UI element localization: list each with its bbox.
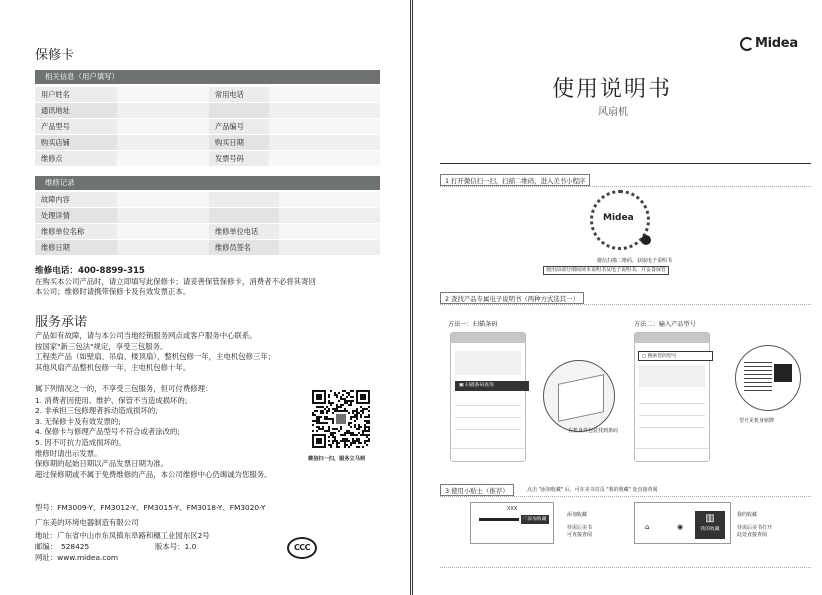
field-value[interactable] xyxy=(117,119,209,135)
field-value[interactable] xyxy=(269,135,380,151)
field-label: 常用电话 xyxy=(209,87,269,103)
table-row xyxy=(35,135,380,151)
method-1: 方法一：扫描条码 xyxy=(448,321,498,328)
field-label: 处理详情 xyxy=(35,208,117,224)
my-favorite-button[interactable] xyxy=(695,511,725,539)
exclusion-lines xyxy=(35,384,272,479)
manual-title: 使用说明书 xyxy=(552,77,673,102)
exclusion-line: 属下列情况之一的，不享受三包服务，但可付费修理： xyxy=(35,384,213,393)
service-line: 产品如有故障，请与本公司当地经销服务网点或客户服务中心联系。 xyxy=(35,331,257,340)
bottom-divider xyxy=(440,567,811,568)
phone-mockup-2 xyxy=(634,332,710,462)
xxx-label: XXX xyxy=(507,506,518,512)
repair-record-table xyxy=(35,192,380,256)
field-label: 维修单位电话 xyxy=(209,224,279,240)
phone-header xyxy=(635,333,709,343)
table-row xyxy=(35,208,380,224)
mini-program-brand: Midea xyxy=(603,213,634,223)
field-label: 维修点 xyxy=(35,151,117,167)
ccc-mark-icon xyxy=(287,537,317,559)
barcode-zoom-circle xyxy=(543,360,615,432)
step-1-caption: 微信扫描二维码，获取电子说明书 xyxy=(597,258,673,264)
method-2: 方法二：输入产品型号 xyxy=(634,321,696,328)
hotline-text-1: 在购买本公司产品时，请立即填写此保修卡；请妥善保管保修卡，消费者不必将其寄回 xyxy=(35,277,316,286)
progress-bar xyxy=(479,518,519,521)
add-favorite-desc-1: 待需后美书 xyxy=(567,525,593,531)
service-qr-code-icon xyxy=(312,390,370,448)
field-label: 发票号码 xyxy=(209,151,269,167)
field-value[interactable] xyxy=(269,151,380,167)
phone-tabbar xyxy=(451,448,525,461)
postcode: 528425 xyxy=(61,542,90,551)
home-icon: ⌂ xyxy=(645,523,650,531)
my-favorite-button-label: 我的收藏 xyxy=(700,527,720,532)
warranty-card-title: 保修卡 xyxy=(35,48,75,63)
heart-icon: ♡ xyxy=(523,517,528,522)
user-icon: ◉ xyxy=(677,523,684,531)
field-label: 购买日期 xyxy=(209,135,269,151)
scan-icon: ▣ xyxy=(459,383,466,388)
add-favorite-title: 添加收藏 xyxy=(567,512,588,518)
field-label: 维修单位名称 xyxy=(35,224,117,240)
left-page-edge xyxy=(410,0,411,595)
exclusion-line: 超过保修期或不属于免费维修的产品，本公司维修中心仍竭诚为您服务。 xyxy=(35,469,272,479)
nameplate-qr-icon xyxy=(774,364,792,382)
field-label xyxy=(209,208,279,224)
related-info-table xyxy=(35,87,380,167)
table-row xyxy=(35,192,380,208)
field-value[interactable] xyxy=(117,192,209,208)
qr-caption: 微信扫一扫，服务立马到 xyxy=(308,456,366,462)
related-info-band: 相关信息（用户填写） xyxy=(35,70,380,84)
field-value[interactable] xyxy=(117,103,209,119)
title-divider xyxy=(440,163,811,164)
right-page-edge xyxy=(412,0,413,595)
book-icon: ▥ xyxy=(705,513,715,524)
website: 网址：www.midea.com xyxy=(35,553,119,562)
nameplate-lines xyxy=(744,362,772,392)
list-item xyxy=(455,397,521,406)
my-favorite-desc-2: 此处直接查阅 xyxy=(737,532,768,538)
step-1 xyxy=(440,174,811,187)
table-row xyxy=(35,119,380,135)
company-address: 地址：广东省中山市东凤镇东阜路和穗工业园东区2号 xyxy=(35,531,210,540)
list-item xyxy=(639,407,705,416)
model-list: 型号：FM3009-Y、FM3012-Y、FM3015-Y、FM3018-Y、FM3020-Y xyxy=(35,503,266,512)
field-label: 维修日期 xyxy=(35,240,117,256)
ccc-text: CCC xyxy=(293,543,311,552)
field-value[interactable] xyxy=(117,240,209,256)
exclusion-line: 1. 消费者因使用、维护、保管不当造成损坏的; xyxy=(35,395,188,405)
brand-name: Midea xyxy=(755,36,798,51)
field-value[interactable] xyxy=(117,224,209,240)
field-value[interactable] xyxy=(117,87,209,103)
field-label: 故障内容 xyxy=(35,192,117,208)
barcode-caption: 在机身外包装找到条码 xyxy=(568,428,619,434)
my-favorite-card xyxy=(634,502,731,544)
midea-logo-icon xyxy=(740,37,754,51)
search-label: 搜索您的型号 xyxy=(647,354,677,359)
list-item xyxy=(639,395,705,404)
field-value[interactable] xyxy=(117,151,209,167)
service-line: 工程类产品（如壁扇、吊扇、楼顶扇），整机包修一年，主电机包修三年； xyxy=(35,352,276,362)
postcode-label: 邮编： xyxy=(35,542,58,551)
exclusion-line: 保修期的起始日期以产品发票日期为准。 xyxy=(35,459,169,469)
scan-button[interactable] xyxy=(455,381,529,391)
company-name: 广东美的环境电器制造有限公司 xyxy=(35,518,139,527)
exclusion-line: 2. 非承担三包修理者拆动造成损坏的; xyxy=(35,406,158,416)
exclusion-line: 3. 无保修卡及有效发票的; xyxy=(35,416,121,426)
phone-mockup-1 xyxy=(450,332,526,462)
my-favorite-title: 我的收藏 xyxy=(737,512,758,518)
mini-program-code-icon xyxy=(590,190,650,250)
version: 版本号：1.0 xyxy=(155,542,197,551)
field-value[interactable] xyxy=(117,135,209,151)
repair-record-band: 维修记录 xyxy=(35,176,380,190)
field-value[interactable] xyxy=(279,224,380,240)
phone-banner xyxy=(455,351,521,375)
phone-tabbar xyxy=(635,448,709,461)
table-row xyxy=(35,87,380,103)
step-1-label: 1 打开微信扫一扫，扫描二维码，进入美书小程序 xyxy=(440,174,590,186)
field-value[interactable] xyxy=(279,240,380,256)
step-3-text: 点击 "添加收藏" 后，可在美书首页 "我的收藏" 处直接查阅 xyxy=(527,487,658,493)
table-row xyxy=(35,224,380,240)
table-row xyxy=(35,151,380,167)
field-label: 购买店铺 xyxy=(35,135,117,151)
step-3-label: 3 使用小贴士（推荐） xyxy=(440,484,514,496)
list-item xyxy=(639,419,705,428)
hotline: 维修电话：400-8899-315 xyxy=(35,266,145,276)
box-shape xyxy=(558,374,604,422)
service-line: 其他风扇产品整机包修一年，主电机包修十年。 xyxy=(35,362,191,372)
exclusion-line: 维修时请出示发票。 xyxy=(35,448,102,458)
step-1-note: 使用前请仔细阅读本说明书及电子说明书，并妥善保管 xyxy=(543,266,669,275)
field-label: 产品编号 xyxy=(209,119,269,135)
phone-banner xyxy=(639,365,705,387)
step-2-label: 2 查找产品专属电子说明书（两种方式选其一） xyxy=(440,292,584,304)
add-favorite-card xyxy=(470,502,554,544)
field-label: 用户姓名 xyxy=(35,87,117,103)
service-title: 服务承诺 xyxy=(35,315,88,330)
mini-program-badge xyxy=(641,235,651,245)
service-lines xyxy=(35,331,275,372)
add-favorite-desc-2: 可直接查阅 xyxy=(567,532,593,538)
field-value[interactable] xyxy=(279,208,380,224)
step-2 xyxy=(440,292,811,305)
hotline-text-2: 本公司；维修时请携带保修卡及有效发票正本。 xyxy=(35,287,191,296)
field-value[interactable] xyxy=(269,119,380,135)
scan-label: 扫描条码查询 xyxy=(465,383,494,388)
model-caption: 型号见机身铭牌 xyxy=(739,418,775,424)
field-label xyxy=(209,103,269,119)
field-value[interactable] xyxy=(269,103,380,119)
exclusion-line: 4. 保修卡与修理产品型号不符合或者涂改的; xyxy=(35,427,180,437)
field-value[interactable] xyxy=(279,192,380,208)
nameplate-zoom-circle xyxy=(735,345,801,411)
exclusion-line: 5. 因不可抗力造成损坏的。 xyxy=(35,437,126,447)
table-row xyxy=(35,240,380,256)
manual-subtitle: 风扇机 xyxy=(598,107,628,118)
field-value[interactable] xyxy=(269,87,380,103)
brand-logo xyxy=(740,36,798,51)
search-box[interactable] xyxy=(638,351,713,361)
service-line: 按国家"新三包法"规定，享受三包服务。 xyxy=(35,341,168,351)
field-label: 通讯地址 xyxy=(35,103,117,119)
list-item xyxy=(455,421,521,430)
phone-header xyxy=(451,333,525,343)
list-item xyxy=(455,409,521,418)
search-icon: ○ xyxy=(642,354,648,359)
add-favorite-button-label: 添加收藏 xyxy=(527,517,547,522)
field-label: 维修员签名 xyxy=(209,240,279,256)
my-favorite-desc-1: 待需后美书打开 xyxy=(737,525,773,531)
field-label xyxy=(209,192,279,208)
field-label: 产品型号 xyxy=(35,119,117,135)
table-row xyxy=(35,103,380,119)
field-value[interactable] xyxy=(117,208,209,224)
add-favorite-button[interactable] xyxy=(521,515,549,524)
